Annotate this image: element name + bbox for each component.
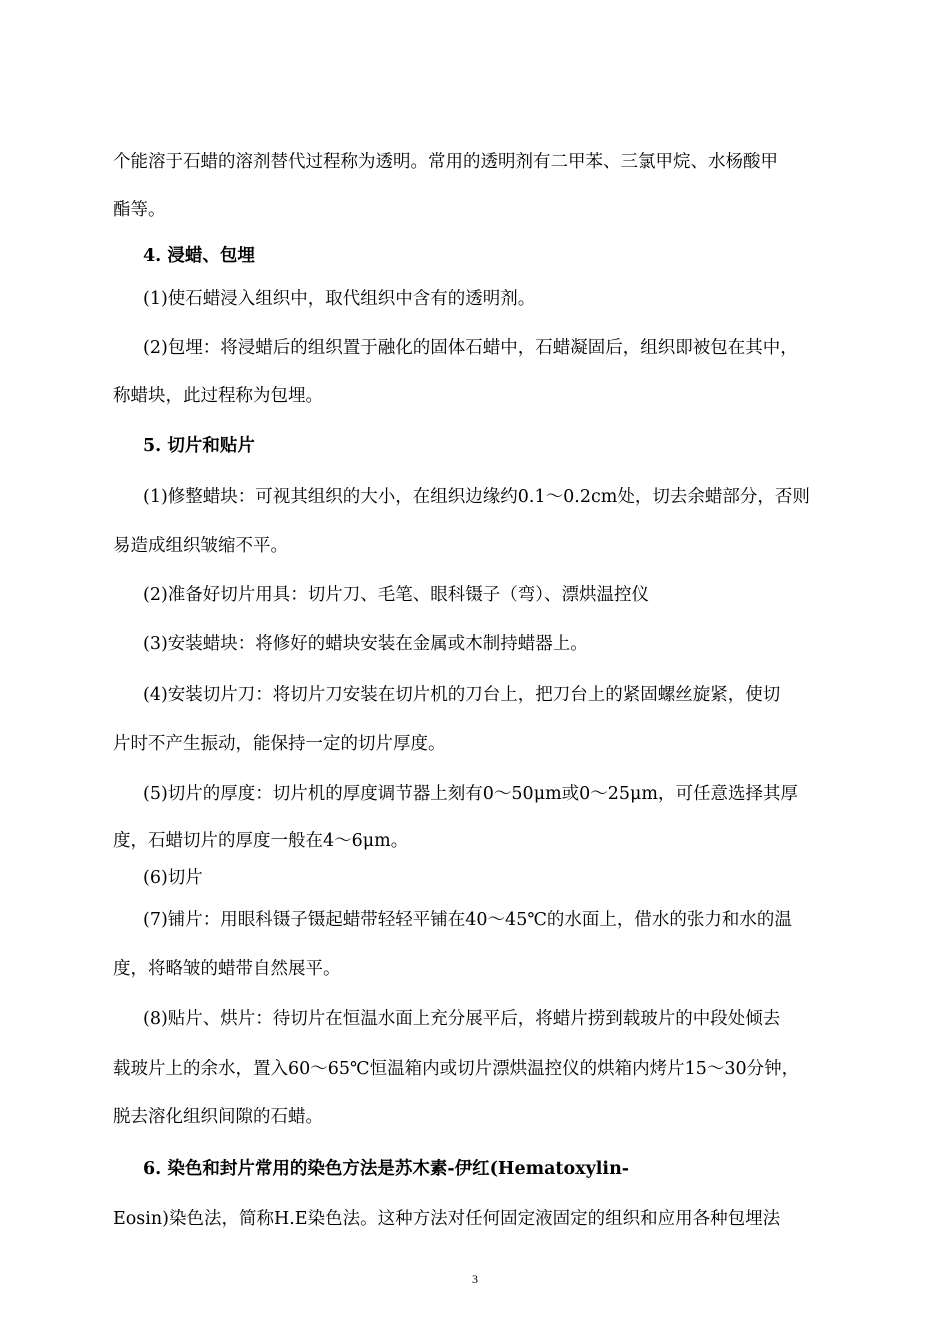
- paragraph-line: (6)切片: [143, 868, 203, 888]
- paragraph-line: 易造成组织皱缩不平。: [113, 536, 288, 556]
- paragraph-line: (5)切片的厚度：切片机的厚度调节器上刻有0～50μm或0～25μm，可任意选择其厚: [143, 784, 799, 804]
- paragraph-line: (1)修整蜡块：可视其组织的大小，在组织边缘约0.1～0.2cm处，切去余蜡部分，否则: [143, 487, 810, 507]
- paragraph-line: 个能溶于石蜡的溶剂替代过程称为透明。常用的透明剂有二甲苯、三氯甲烷、水杨酸甲: [113, 152, 778, 172]
- paragraph-line: (1)使石蜡浸入组织中，取代组织中含有的透明剂。: [143, 289, 536, 309]
- paragraph-line: 载玻片上的余水，置入60～65℃恒温箱内或切片漂烘温控仪的烘箱内烤片15～30分钟，: [113, 1059, 800, 1079]
- paragraph-line: (8)贴片、烘片：待切片在恒温水面上充分展平后，将蜡片捞到载玻片的中段处倾去: [143, 1009, 781, 1029]
- section-heading-6: 6. 染色和封片常用的染色方法是苏木素-伊红(Hematoxylin-: [143, 1159, 630, 1179]
- paragraph-line: 脱去溶化组织间隙的石蜡。: [113, 1107, 323, 1127]
- paragraph-line: 度，将略皱的蜡带自然展平。: [113, 959, 341, 979]
- paragraph-line: (2)包埋：将浸蜡后的组织置于融化的固体石蜡中，石蜡凝固后，组织即被包在其中，: [143, 338, 798, 358]
- paragraph-line: 度，石蜡切片的厚度一般在4～6μm。: [113, 831, 409, 851]
- section-heading-5: 5. 切片和贴片: [143, 436, 255, 456]
- page-number: 3: [472, 1272, 478, 1286]
- paragraph-line: Eosin)染色法，简称H.E染色法。这种方法对任何固定液固定的组织和应用各种包埋法: [113, 1209, 781, 1229]
- paragraph-line: 酯等。: [113, 200, 166, 220]
- paragraph-line: (2)准备好切片用具：切片刀、毛笔、眼科镊子（弯）、漂烘温控仪: [143, 585, 650, 605]
- paragraph-line: 称蜡块，此过程称为包埋。: [113, 386, 323, 406]
- paragraph-line: (4)安装切片刀：将切片刀安装在切片机的刀台上，把刀台上的紧固螺丝旋紧，使切: [143, 685, 781, 705]
- section-heading-4: 4. 浸蜡、包埋: [143, 246, 255, 266]
- paragraph-line: (7)铺片：用眼科镊子镊起蜡带轻轻平铺在40～45℃的水面上，借水的张力和水的温: [143, 910, 792, 930]
- paragraph-line: (3)安装蜡块：将修好的蜡块安装在金属或木制持蜡器上。: [143, 634, 588, 654]
- paragraph-line: 片时不产生振动，能保持一定的切片厚度。: [113, 734, 446, 754]
